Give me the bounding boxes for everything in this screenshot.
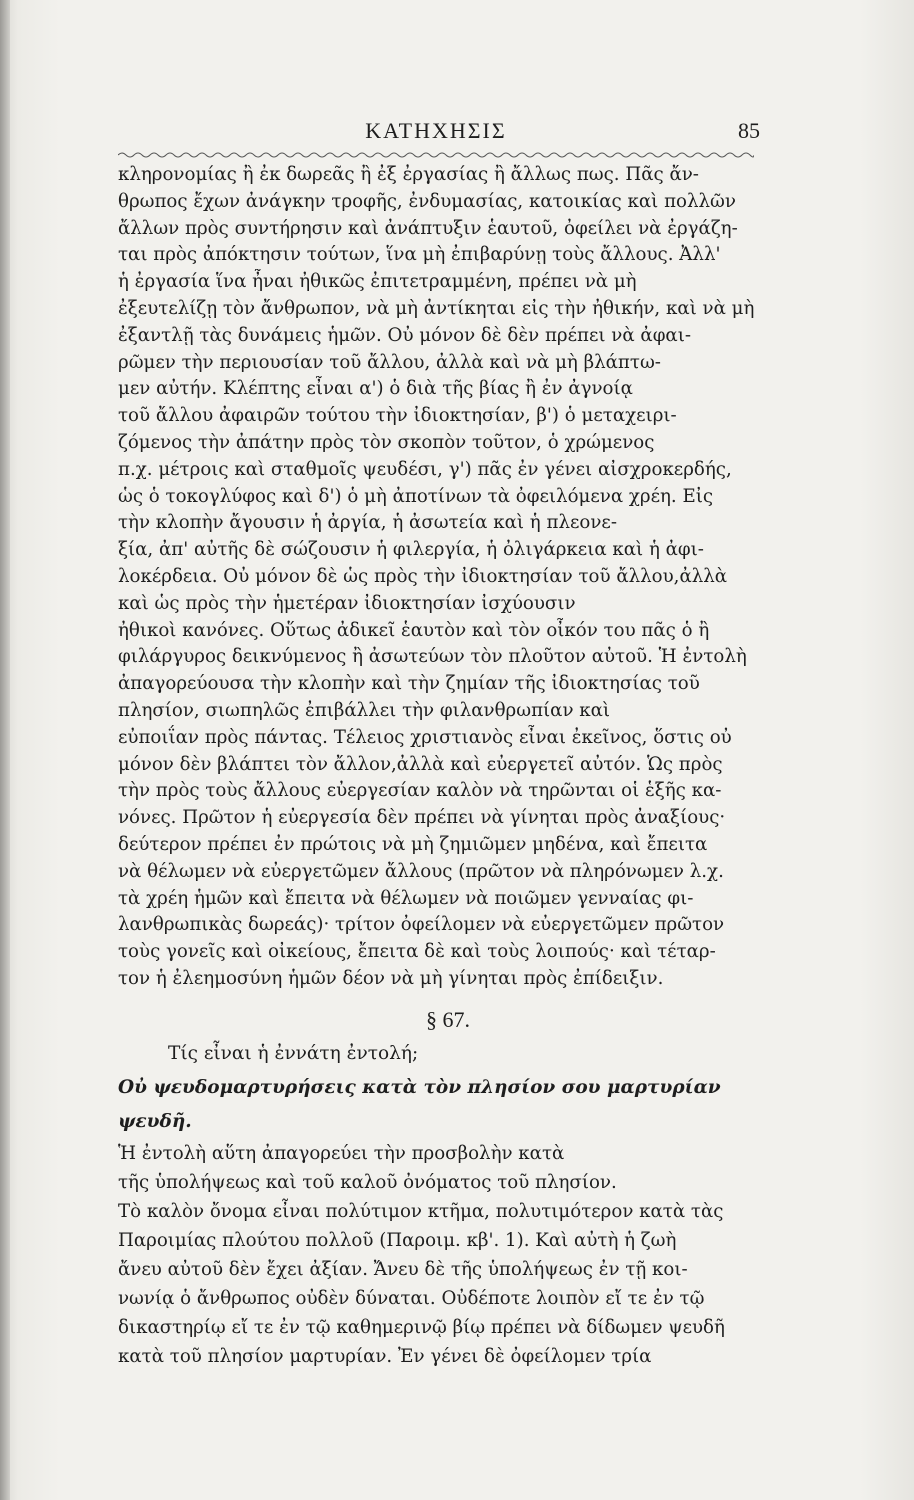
question-line: Τίς εἶναι ἡ ἐννάτη ἐντολή; [168,1042,419,1064]
text-line: πλησίον, σιωπηλῶς ἐπιβάλλει τὴν φιλανθρωπίαν καὶ [118,699,611,721]
text-line: εὐποιΐαν πρὸς πάντας. Τέλειος χριστιανὸς εἶναι ἐκεῖνος, ὅστις οὐ [118,726,732,748]
text-line: τὰ χρέη ἡμῶν καὶ ἔπειτα νὰ θέλωμεν νὰ ποιῶμεν γενναίας φι- [118,887,694,909]
running-title: ΚΑΤΗΧΗΣΙΣ [365,118,507,143]
commentary-block [118,1139,778,1371]
text-line: φιλάργυρος δεικνύμενος ἢ ἀσωτεύων τὸν πλοῦτον αὐτοῦ. Ἡ ἐντολὴ [118,646,747,668]
text-line: τὴν κλοπὴν ἄγουσιν ἡ ἀργία, ἡ ἀσωτεία καὶ ἡ πλεονε- [118,512,617,534]
text-line: δικαστηρίῳ εἴ τε ἐν τῷ καθημερινῷ βίῳ πρέπει νὰ δίδωμεν ψευδῆ [118,1316,725,1338]
text-line: θρωπος ἔχων ἀνάγκην τροφῆς, ἐνδυμασίας, κατοικίας καὶ πολλῶν [118,190,736,212]
commandment-heading: Οὐ ψευδομαρτυρήσεις κατὰ τὸν πλησίον σου μαρτυρίαν ψευδῆ. [118,1076,721,1132]
text-line: Τὸ καλὸν ὄνομα εἶναι πολύτιμον κτῆμα, πολυτιμότερον κατὰ τὰς [118,1200,724,1222]
text-line: ται πρὸς ἀπόκτησιν τούτων, ἵνα μὴ ἐπιβαρύνῃ τοὺς ἄλλους. Ἀλλ' [118,244,721,266]
text-line: ἀπαγορεύουσα τὴν κλοπὴν καὶ τὴν ζημίαν τῆς ἰδιοκτησίας τοῦ [118,673,700,695]
page-number: 85 [738,118,760,143]
text-line: νὰ θέλωμεν νὰ εὐεργετῶμεν ἄλλους (πρῶτον νὰ πληρόνωμεν λ.χ. [118,860,724,882]
page-spine-shadow [0,0,10,1500]
text-line: ἡ ἐργασία ἵνα ἦναι ἠθικῶς ἐπιτετραμμένη, πρέπει νὰ μὴ [118,271,637,293]
text-line: κατὰ τοῦ πλησίον μαρτυρίαν. Ἐν γένει δὲ ὀφείλομεν τρία [118,1345,652,1367]
page-header [118,112,760,152]
text-line: λανθρωπικὰς δωρεάς)· τρίτον ὀφείλομεν νὰ εὐεργετῶμεν πρῶτον [118,914,725,936]
text-line: ἠθικοὶ κανόνες. Οὕτως ἀδικεῖ ἑαυτὸν καὶ τὸν οἶκόν του πᾶς ὁ ἢ [118,619,710,641]
text-line: ρῶμεν τὴν περιουσίαν τοῦ ἄλλου, ἀλλὰ καὶ νὰ μὴ βλάπτω- [118,351,661,373]
text-line: νωνίᾳ ὁ ἄνθρωπος οὐδὲν δύναται. Οὐδέποτε λοιπὸν εἴ τε ἐν τῷ [118,1287,705,1309]
text-line: καὶ ὡς πρὸς τὴν ἡμετέραν ἰδιοκτησίαν ἰσχύουσιν [118,592,576,614]
text-line: Παροιμίας πλούτου πολλοῦ (Παροιμ. κβ'. 1). Καὶ αὐτὴ ἡ ζωὴ [118,1229,677,1251]
text-line: δεύτερον πρέπει ἐν πρώτοις νὰ μὴ ζημιῶμεν μηδένα, καὶ ἔπειτα [118,833,708,855]
section-mark: § 67. [426,1006,470,1032]
text-line: ἄνευ αὐτοῦ δὲν ἔχει ἀξίαν. Ἄνευ δὲ τῆς ὑπολήψεως ἐν τῇ κοι- [118,1258,688,1280]
text-line: τοὺς γονεῖς καὶ οἰκείους, ἔπειτα δὲ καὶ τοὺς λοιπούς· καὶ τέταρ- [118,941,716,963]
page-text [118,162,778,1371]
text-line: τὴν πρὸς τοὺς ἄλλους εὐεργεσίαν καλὸν νὰ τηρῶνται οἱ ἑξῆς κα- [118,780,722,802]
text-line: μόνον δὲν βλάπτει τὸν ἄλλον,ἀλλὰ καὶ εὐεργετεῖ αὐτόν. Ὡς πρὸς [118,753,723,775]
wavy-header-rule [118,150,754,160]
text-line: μεν αὐτήν. Κλέπτης εἶναι α') ὁ διὰ τῆς βίας ἢ ἐν ἀγνοίᾳ [118,378,633,400]
text-line: Ἡ ἐντολὴ αὕτη ἀπαγορεύει τὴν προσβολὴν κατὰ [118,1142,565,1164]
spacer [118,993,778,1003]
text-line: ἐξευτελίζῃ τὸν ἄνθρωπον, νὰ μὴ ἀντίκηται εἰς τὴν ἠθικήν, καὶ νὰ μὴ [118,297,755,319]
text-line: ἄλλων πρὸς συντήρησιν καὶ ἀνάπτυξιν ἑαυτοῦ, ὀφείλει νὰ ἐργάζη- [118,217,738,239]
text-line: τον ἡ ἐλεημοσύνη ἡμῶν δέον νὰ μὴ γίνηται πρὸς ἐπίδειξιν. [118,967,664,989]
text-line: λοκέρδεια. Οὐ μόνον δὲ ὡς πρὸς τὴν ἰδιοκτησίαν τοῦ ἄλλου,ἀλλὰ [118,565,728,587]
text-line: τῆς ὑπολήψεως καὶ τοῦ καλοῦ ὀνόματος τοῦ πλησίον. [118,1171,617,1193]
text-line: ξία, ἀπ' αὐτῆς δὲ σώζουσιν ἡ φιλεργία, ἡ ὀλιγάρκεια καὶ ἡ ἀφι- [118,539,704,561]
text-line: νόνες. Πρῶτον ἡ εὐεργεσία δὲν πρέπει νὰ γίνηται πρὸς ἀναξίους· [118,807,726,829]
text-line: ζόμενος τὴν ἀπάτην πρὸς τὸν σκοπὸν τοῦτον, ὁ χρώμενος [118,431,655,453]
text-line: ὡς ὁ τοκογλύφος καὶ δ') ὁ μὴ ἀποτίνων τὰ ὀφειλόμενα χρέη. Εἰς [118,485,714,507]
text-line: π.χ. μέτροις καὶ σταθμοῖς ψευδέσι, γ') πᾶς ἐν γένει αἰσχροκερδής, [118,458,732,480]
text-line: κληρονομίας ἢ ἐκ δωρεᾶς ἢ ἐξ ἐργασίας ἢ ἄλλως πως. Πᾶς ἄν- [118,164,699,185]
text-line: ἐξαντλῇ τὰς δυνάμεις ἡμῶν. Οὐ μόνον δὲ δὲν πρέπει νὰ ἀφαι- [118,324,691,346]
text-line: τοῦ ἄλλου ἀφαιρῶν τούτου τὴν ἰδιοκτησίαν, β') ὁ μεταχειρι- [118,405,677,427]
